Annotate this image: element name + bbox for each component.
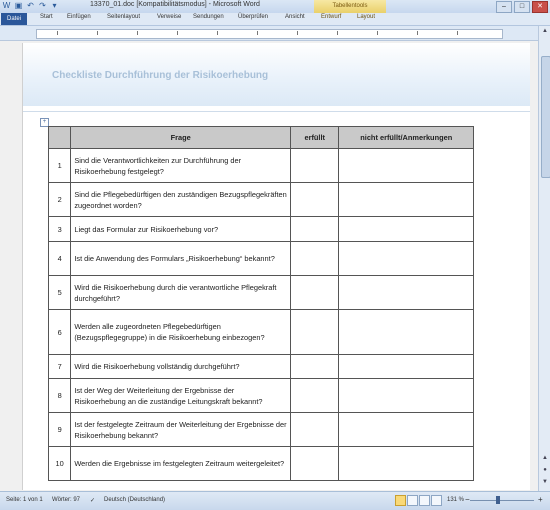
erfuellt-cell[interactable] bbox=[290, 310, 339, 355]
header-cell-anmerkungen: nicht erfüllt/Anmerkungen bbox=[339, 127, 474, 149]
tab-seitenlayout[interactable]: Seitenlayout bbox=[107, 14, 141, 20]
ruler-tick bbox=[297, 31, 298, 35]
table-row bbox=[49, 310, 474, 355]
minimize-button[interactable]: – bbox=[496, 1, 512, 13]
word-icon[interactable]: W bbox=[2, 1, 11, 10]
question-cell[interactable]: Werden die Ergebnisse im festgelegten Zeitraum weitergeleitet? bbox=[71, 447, 291, 481]
print-icon[interactable]: ▾ bbox=[52, 1, 57, 10]
anmerkungen-cell[interactable] bbox=[339, 379, 474, 413]
table-row bbox=[49, 242, 474, 276]
status-bar bbox=[0, 491, 550, 510]
table-row bbox=[49, 217, 474, 242]
table-row bbox=[49, 379, 474, 413]
horizontal-ruler[interactable] bbox=[0, 26, 538, 41]
erfuellt-cell[interactable] bbox=[290, 149, 339, 183]
row-number: 7 bbox=[49, 355, 71, 379]
full-screen-view-icon[interactable] bbox=[407, 495, 418, 506]
tab-layout[interactable]: Layout bbox=[357, 14, 376, 20]
checklist-table bbox=[48, 126, 474, 481]
anmerkungen-cell[interactable] bbox=[339, 310, 474, 355]
undo-icon[interactable]: ↶ bbox=[27, 1, 34, 10]
row-number: 3 bbox=[49, 217, 71, 242]
erfuellt-cell[interactable] bbox=[290, 217, 339, 242]
page-count[interactable]: Seite: 1 von 1 bbox=[6, 497, 43, 503]
table-row bbox=[49, 447, 474, 481]
prev-page-icon[interactable]: ▲ bbox=[542, 455, 548, 461]
header-cell-number bbox=[49, 127, 71, 149]
language-indicator[interactable]: Deutsch (Deutschland) bbox=[104, 497, 166, 503]
ruler-tick bbox=[377, 31, 378, 35]
tab-ansicht[interactable]: Ansicht bbox=[285, 14, 305, 20]
question-cell[interactable]: Werden alle zugeordneten Pflegebedürftigen (Bezugspflegegruppe) in die Risikoerhebung einbezogen? bbox=[71, 310, 291, 355]
row-number: 1 bbox=[49, 149, 71, 183]
row-number: 10 bbox=[49, 447, 71, 481]
save-icon[interactable]: ▣ bbox=[14, 1, 23, 10]
question-cell[interactable]: Ist die Anwendung des Formulars „Risikoerhebung“ bekannt? bbox=[71, 242, 291, 276]
row-number: 8 bbox=[49, 379, 71, 413]
close-button[interactable]: ✕ bbox=[532, 1, 548, 13]
ruler-tick bbox=[457, 31, 458, 35]
row-number: 2 bbox=[49, 183, 71, 217]
header-cell-frage: Frage bbox=[71, 127, 291, 149]
tab-datei[interactable]: Datei bbox=[1, 13, 27, 25]
anmerkungen-cell[interactable] bbox=[339, 217, 474, 242]
anmerkungen-cell[interactable] bbox=[339, 413, 474, 447]
anmerkungen-cell[interactable] bbox=[339, 149, 474, 183]
redo-icon[interactable]: ↷ bbox=[39, 1, 46, 10]
erfuellt-cell[interactable] bbox=[290, 242, 339, 276]
erfuellt-cell[interactable] bbox=[290, 413, 339, 447]
ruler-tick bbox=[97, 31, 98, 35]
window-title: 13370_01.doc [Kompatibilitätsmodus] - Microsoft Word bbox=[90, 1, 260, 8]
anmerkungen-cell[interactable] bbox=[339, 183, 474, 217]
anmerkungen-cell[interactable] bbox=[339, 355, 474, 379]
document-area bbox=[0, 41, 538, 491]
print-layout-view-icon[interactable] bbox=[395, 495, 406, 506]
erfuellt-cell[interactable] bbox=[290, 379, 339, 413]
header-divider bbox=[23, 111, 530, 112]
zoom-level[interactable]: 131 % bbox=[447, 497, 465, 503]
title-bar bbox=[0, 0, 550, 14]
maximize-button[interactable]: □ bbox=[514, 1, 530, 13]
scroll-thumb[interactable] bbox=[541, 56, 550, 178]
browse-object-icon[interactable]: ● bbox=[543, 467, 547, 473]
scroll-up-icon[interactable]: ▲ bbox=[542, 28, 548, 34]
zoom-slider[interactable] bbox=[470, 500, 534, 501]
tab-ueberpruefen[interactable]: Überprüfen bbox=[238, 14, 269, 20]
table-row bbox=[49, 149, 474, 183]
table-move-handle-icon[interactable]: + bbox=[40, 118, 49, 127]
next-page-icon[interactable]: ▼ bbox=[542, 479, 548, 485]
erfuellt-cell[interactable] bbox=[290, 183, 339, 217]
zoom-in-icon[interactable]: + bbox=[538, 495, 543, 504]
question-cell[interactable]: Sind die Verantwortlichkeiten zur Durchführung der Risikoerhebung festgelegt? bbox=[71, 149, 291, 183]
erfuellt-cell[interactable] bbox=[290, 447, 339, 481]
page-header bbox=[23, 43, 530, 106]
page-header-title: Checkliste Durchführung der Risikoerhebung bbox=[52, 70, 269, 81]
ruler-tick bbox=[177, 31, 178, 35]
question-cell[interactable]: Liegt das Formular zur Risikoerhebung vor? bbox=[71, 217, 291, 242]
ruler-tick bbox=[337, 31, 338, 35]
question-cell[interactable]: Ist der festgelegte Zeitraum der Weiterleitung der Ergebnisse der Risikoerhebung bekannt? bbox=[71, 413, 291, 447]
web-layout-view-icon[interactable] bbox=[419, 495, 430, 506]
ribbon-tab-bar bbox=[0, 13, 550, 26]
zoom-out-icon[interactable]: − bbox=[465, 495, 470, 504]
anmerkungen-cell[interactable] bbox=[339, 447, 474, 481]
row-number: 5 bbox=[49, 276, 71, 310]
table-row bbox=[49, 276, 474, 310]
tab-sendungen[interactable]: Sendungen bbox=[193, 14, 224, 20]
table-row bbox=[49, 413, 474, 447]
quick-access-toolbar bbox=[2, 1, 59, 10]
tab-entwurf[interactable]: Entwurf bbox=[321, 14, 342, 20]
ruler-tick bbox=[257, 31, 258, 35]
row-number: 6 bbox=[49, 310, 71, 355]
question-cell[interactable]: Wird die Risikoerhebung vollständig durchgeführt? bbox=[71, 355, 291, 379]
ruler-tick bbox=[137, 31, 138, 35]
table-tools-context-header: Tabellentools bbox=[314, 0, 386, 13]
row-number: 9 bbox=[49, 413, 71, 447]
table-row bbox=[49, 355, 474, 379]
zoom-slider-knob[interactable] bbox=[496, 496, 500, 504]
tab-start[interactable]: Start bbox=[40, 14, 53, 20]
table-header-row bbox=[49, 127, 474, 149]
anmerkungen-cell[interactable] bbox=[339, 276, 474, 310]
erfuellt-cell[interactable] bbox=[290, 276, 339, 310]
erfuellt-cell[interactable] bbox=[290, 355, 339, 379]
ruler-strip bbox=[36, 29, 503, 39]
header-cell-erfuellt: erfüllt bbox=[290, 127, 339, 149]
question-cell[interactable]: Sind die Pflegebedürftigen den zuständigen Bezugspflegekräften zugeordnet worden? bbox=[71, 183, 291, 217]
word-count[interactable]: Wörter: 97 bbox=[52, 497, 81, 503]
document-page[interactable] bbox=[22, 43, 530, 490]
outline-view-icon[interactable] bbox=[431, 495, 442, 506]
window-controls bbox=[496, 1, 548, 13]
ruler-tick bbox=[417, 31, 418, 35]
proofing-icon[interactable]: ✓ bbox=[90, 498, 96, 504]
question-cell[interactable]: Wird die Risikoerhebung durch die verantwortliche Pflegekraft durchgeführt? bbox=[71, 276, 291, 310]
tab-verweise[interactable]: Verweise bbox=[157, 14, 182, 20]
table-row bbox=[49, 183, 474, 217]
ruler-tick bbox=[217, 31, 218, 35]
question-cell[interactable]: Ist der Weg der Weiterleitung der Ergebnisse der Risikoerhebung an die zuständige Leitungskraft bekannt? bbox=[71, 379, 291, 413]
tab-einfuegen[interactable]: Einfügen bbox=[67, 14, 91, 20]
ruler-tick bbox=[57, 31, 58, 35]
row-number: 4 bbox=[49, 242, 71, 276]
vertical-scrollbar[interactable] bbox=[538, 26, 550, 491]
anmerkungen-cell[interactable] bbox=[339, 242, 474, 276]
